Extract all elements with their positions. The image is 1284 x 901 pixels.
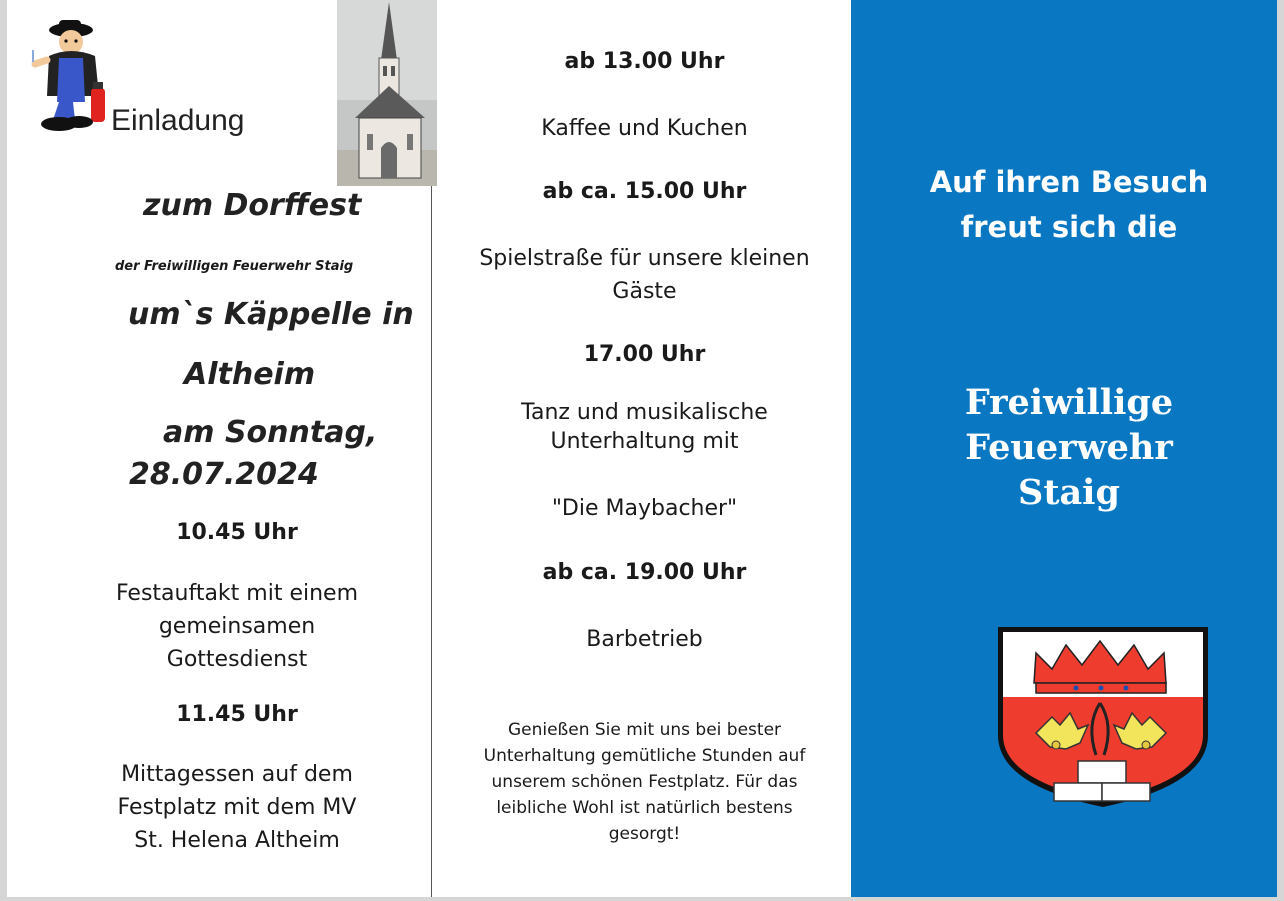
date-line-1: am Sonntag,: [163, 415, 378, 450]
event-coffee: Kaffee und Kuchen: [541, 116, 748, 141]
time-1700: 17.00 Uhr: [583, 342, 706, 367]
event-lunch: Mittagessen auf dem Festplatz mit dem MV St. Helena Altheim: [117, 762, 357, 853]
time-1500: ab ca. 15.00 Uhr: [542, 179, 747, 204]
time-1045: 10.45 Uhr: [176, 520, 298, 545]
middle-column: [432, 0, 851, 897]
event-bar: Barbetrieb: [586, 627, 703, 652]
location-line-2: Altheim: [184, 357, 316, 392]
time-1900: ab ca. 19.00 Uhr: [542, 560, 747, 585]
time-1145: 11.45 Uhr: [176, 702, 298, 727]
invitation-heading: Einladung: [111, 104, 245, 137]
flyer-page: [7, 0, 1277, 897]
date-line-2: 28.07.2024: [129, 457, 319, 492]
left-column: [7, 0, 431, 897]
right-column: [851, 0, 1277, 897]
fire-brigade-name: Freiwillige Feuerwehr Staig: [964, 382, 1174, 513]
event-dance: Tanz und musikalische Unterhaltung mit: [521, 400, 768, 454]
event-play-street: Spielstraße für unsere kleinen Gäste: [479, 246, 810, 304]
time-1300: ab 13.00 Uhr: [564, 49, 725, 74]
closing-text: Genießen Sie mit uns bei bester Unterhaltung gemütliche Stunden auf unserem schönen Festplatz. Für das leibliche Wohl ist natürlich bestens gesorgt!: [483, 720, 806, 844]
event-service: Festauftakt mit einem gemeinsamen Gottesdienst: [115, 581, 359, 672]
festival-title: zum Dorffest: [143, 188, 362, 223]
firefighter-mascot-icon: [29, 16, 117, 134]
greeting: Auf ihren Besuch freut sich die: [929, 165, 1209, 244]
coat-of-arms-staig: [996, 625, 1210, 809]
organizer-line: der Freiwilligen Feuerwehr Staig: [115, 259, 354, 274]
chapel-drawing: [337, 0, 437, 186]
band-name: "Die Maybacher": [551, 496, 738, 521]
location-line-1: um`s Käppelle in: [128, 297, 414, 332]
